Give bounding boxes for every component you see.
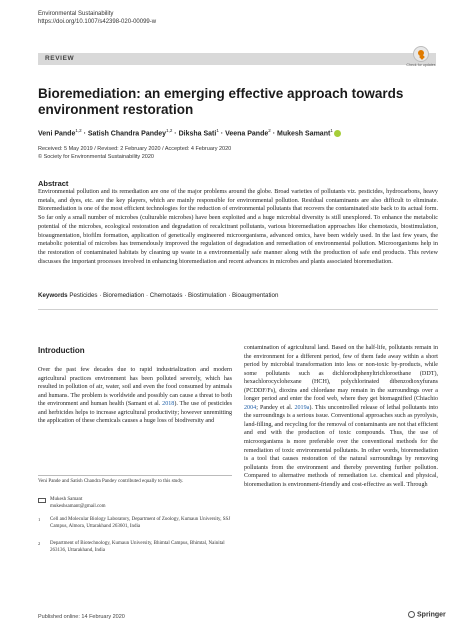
keyword: Bioaugmentation: [232, 292, 279, 299]
published-date: Published online: 14 February 2020: [38, 614, 125, 620]
publisher-logo: [408, 611, 446, 618]
history-dates: Received: 5 May 2019 / Revised: 2 February 2020 / Accepted: 4 February 2020: [38, 146, 232, 152]
doi-link[interactable]: https://doi.org/10.1007/s42398-020-00099-w: [38, 19, 157, 25]
author-name[interactable]: Diksha Sati: [178, 130, 217, 138]
author-affiliation: 1,2: [166, 128, 173, 133]
author-name[interactable]: Veni Pande: [38, 130, 76, 138]
author-affiliation: 1: [330, 128, 333, 133]
springer-horse-icon: [408, 611, 415, 618]
keywords-label: Keywords: [38, 292, 68, 299]
check-for-updates-button[interactable]: [405, 46, 437, 67]
author-affiliation: 2: [268, 128, 271, 133]
keyword: Bioremediation: [103, 292, 145, 299]
affiliation-1: 1 Cell and Molecular Biology Laboratory, Department of Zoology, Kumaun University, SSJ Campus, Almora, Uttarakhand 263601, India: [38, 517, 231, 529]
author-name[interactable]: Mukesh Samant: [277, 130, 331, 138]
journal-header: [38, 10, 156, 26]
abstract-heading: Abstract: [38, 179, 69, 188]
check-updates-label: Check for updates: [406, 63, 436, 67]
publisher-name: Springer: [417, 611, 446, 619]
author-list: Veni Pande$^{1,2}$ · Satish Chandra Pandey$^{1,2}$ · Diksha Sati$^1$ · Veena Pande$^2$ · Mukesh Samant$^1$: [38, 126, 438, 138]
author-name[interactable]: Veena Pande: [225, 130, 269, 138]
envelope-icon: [38, 498, 46, 503]
divider: [38, 309, 438, 310]
introduction-left-column: Over the past few decades due to rapid industrialization and modern agricultural practices environment has been polluted severely, which has resulted in pollution of air, water, soil and even the food consumed by animals and humans. The problem is worldwide and possibly can cause a threat to both the environment and human health (Samant et al. 2018). The use of pesticides and herbicides helps to increase agricultural productivity; however unremitting the application of these chemicals causes a huge loss of biodiversity and: [38, 367, 232, 425]
keyword: Chemotaxis: [149, 292, 183, 299]
author-affiliation: 1: [216, 128, 219, 133]
citation-link[interactable]: 2019a: [294, 404, 310, 411]
keyword: Pesticides: [69, 292, 98, 299]
introduction-right-column: contamination of agricultural land. Based on the half-life, pollutants remain in the environment for a different period, few of them fade away within a short period by microbial transformation into less or non-toxic by-products, while some pollutants such as dichlorodiphenyltrichloroethane (DDT), hexachlorocyclohexane (HCH), polychlorinated dibenzodioxyfurans (PCDDF/Fs), dioxins and chlordane may remain in the surroundings over a longer period and enter the food web, where they get biomagnified (Chiachio 2004; Pandey et al. 2019a). This uncontrolled release of lethal pollutants into the surroundings is a serious issue. Conventional approaches such as pyrolysis, land-filling, and recycling for the removal of contaminants are not that efficient and end with the production of toxic compounds. Thus, the use of microorganisms is more preferable over the conventional methods for the remediation of toxic environmental pollutants. In other words, bioremediation is a tool that causes restoration of the natural surroundings by removing pollutants from the environment and thereby preventing further pollution. Compared to alternative methods of remediation i.e. chemical and physical, bioremediation is environment-friendly and cost-effective as well. Through: [244, 345, 439, 488]
section-banner: [38, 53, 436, 65]
keyword: Biostimulation: [187, 292, 227, 299]
footnote-divider: [38, 475, 232, 476]
introduction-heading: Introduction: [38, 346, 85, 355]
check-updates-icon: [413, 46, 429, 62]
journal-name: Environmental Sustainability: [38, 11, 114, 17]
author-affiliation: 1,2: [75, 128, 82, 133]
affiliation-2: 2 Department of Biotechnology, Kumaun University, Bhimtal Campus, Bhimtal, Nainital 263136, Uttarakhand, India: [38, 541, 225, 553]
citation-link[interactable]: 2004: [244, 404, 257, 411]
orcid-icon[interactable]: [334, 130, 341, 137]
corresponding-email[interactable]: mukeshsamant@gmail.com: [50, 503, 106, 509]
author-name[interactable]: Satish Chandra Pandey: [87, 130, 167, 138]
citation-link[interactable]: 2018: [162, 401, 175, 408]
section-label: REVIEW: [45, 55, 75, 62]
article-dates: [38, 146, 231, 161]
equal-contribution-note: Veni Pande and Satish Chandra Pandey contributed equally to this study.: [38, 479, 184, 484]
abstract-text: Environmental pollution and its remediation are one of the major problems around the globe. Broad varieties of pollutants viz. pesticides, hydrocarbons, heavy metals, and dyes, etc. are the key players, which are mainly responsible for environmental pollution. Residual contaminants are also difficult to eliminate. Bioremediation is one of the most efficient technologies for the reduction of environmental pollutants that recovers the contaminated site back to its actual form. So far only a small number of microbes (culturable microbes) have been exploited and a huge microbial diversity is still unexplored. To enhance the metabolic potential of the microbes, ecological restoration and degradation of recalcitrant pollutants, various bioremediation approaches like chemotaxis, biostimulation, bioaugmentation, biofilm formation, application of genetically engineered microorganisms, advanced omics, have been widely used. In the last few years, the metabolic potential of microbes has tremendously improved the regulation of degradation and remediation of environmental pollution. Microorganisms help in the restoration of contaminated habitats by cleaning up waste in a environmentally safe manner along with the production of safe end products. This review discusses the important processes involved in enhancing bioremediation and recent advances in microbes and plants associated bioremediation.: [38, 188, 438, 265]
corresponding-name: Mukesh Samant: [50, 497, 83, 502]
paper-title: Bioremediation: an emerging effective approach towards environment restoration: [38, 86, 404, 117]
keywords: Keywords Pesticides · Bioremediation · Chemotaxis · Biostimulation · Bioaugmentation: [38, 292, 279, 299]
copyright-line: © Society for Environmental Sustainability 2020: [38, 153, 154, 160]
corresponding-author: [38, 497, 232, 510]
